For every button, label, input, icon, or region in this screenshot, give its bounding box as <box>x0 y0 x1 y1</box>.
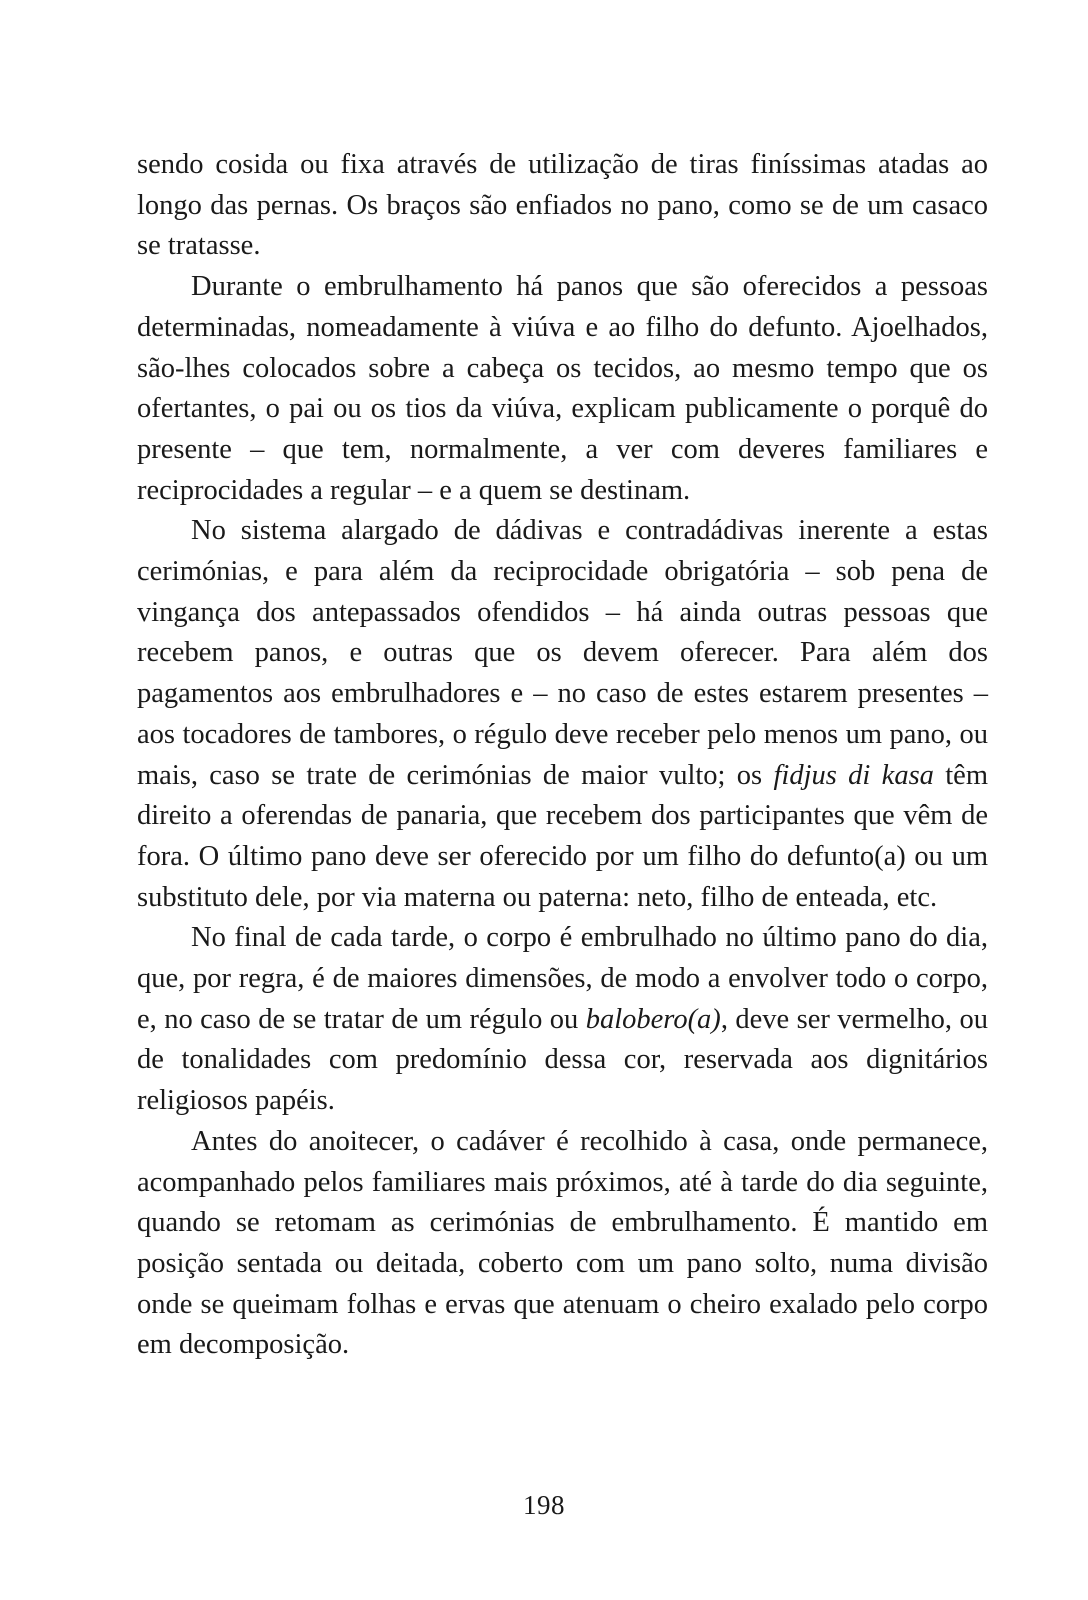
paragraph-text: No sistema alargado de dádivas e contradádivas inerente a estas cerimónias, e para além da reciprocidade obrigatória – sob pena de vingança dos antepassados ofendidos – há ainda outras pessoas que recebem panos, e outras que os devem oferecer. Para além dos pagamentos aos embrulhadores e – no caso de estes estarem presentes – aos tocadores de tambores, o régulo deve receber pelo menos um pano, ou mais, caso se trate de cerimónias de maior vulto; os <box>137 515 988 791</box>
paragraph-text: Antes do anoitecer, o cadáver é recolhido à casa, onde permanece, acompanhado pelos familiares mais próximos, até à tarde do dia seguinte, quando se retomam as cerimónias de embrulhamento. É mantido em posição sentada ou deitada, coberto com um pano solto, numa divisão onde se queimam folhas e ervas que atenuam o cheiro exalado pelo corpo em decomposição. <box>137 1125 988 1361</box>
paragraph-text: Durante o embrulhamento há panos que são oferecidos a pessoas determinadas, nomeadamente à viúva e ao filho do defunto. Ajoelhados, são-lhes colocados sobre a cabeça os tecidos, ao mesmo tempo que os ofertantes, o pai ou os tios da viúva, explicam publicamente o porquê do presente – que tem, normalmente, a ver com deveres familiares e reciprocidades a regular – e a quem se destinam. <box>137 271 988 506</box>
paragraph-2 <box>137 267 988 511</box>
paragraph-text: têm direito a oferendas de panaria, que recebem dos participantes que vêm de fora. O último pano deve ser oferecido por um filho do defunto(a) ou um substituto dele, por via materna ou paterna: neto, filho de enteada, etc. <box>137 759 988 913</box>
paragraph-5 <box>137 1122 988 1366</box>
paragraph-text: , deve ser vermelho, ou de tonalidades com predomínio dessa cor, reservada aos dignitários religiosos papéis. <box>137 1003 988 1117</box>
paragraph-3 <box>137 511 988 918</box>
italic-term: fidjus di kasa <box>773 759 934 791</box>
paragraph-text: sendo cosida ou fixa através de utilização de tiras finíssimas atadas ao longo das pernas. Os braços são enfiados no pano, como se de um casaco se tratasse. <box>137 149 988 262</box>
page-body <box>137 145 988 1366</box>
italic-term: balobero(a) <box>585 1003 721 1035</box>
page-number: 198 <box>523 1490 565 1520</box>
paragraph-1 <box>137 145 988 267</box>
paragraph-text: No final de cada tarde, o corpo é embrulhado no último pano do dia, que, por regra, é de maiores dimensões, de modo a envolver todo o corpo, e, no caso de se tratar de um régulo ou <box>137 922 988 1035</box>
paragraph-4 <box>137 918 988 1122</box>
